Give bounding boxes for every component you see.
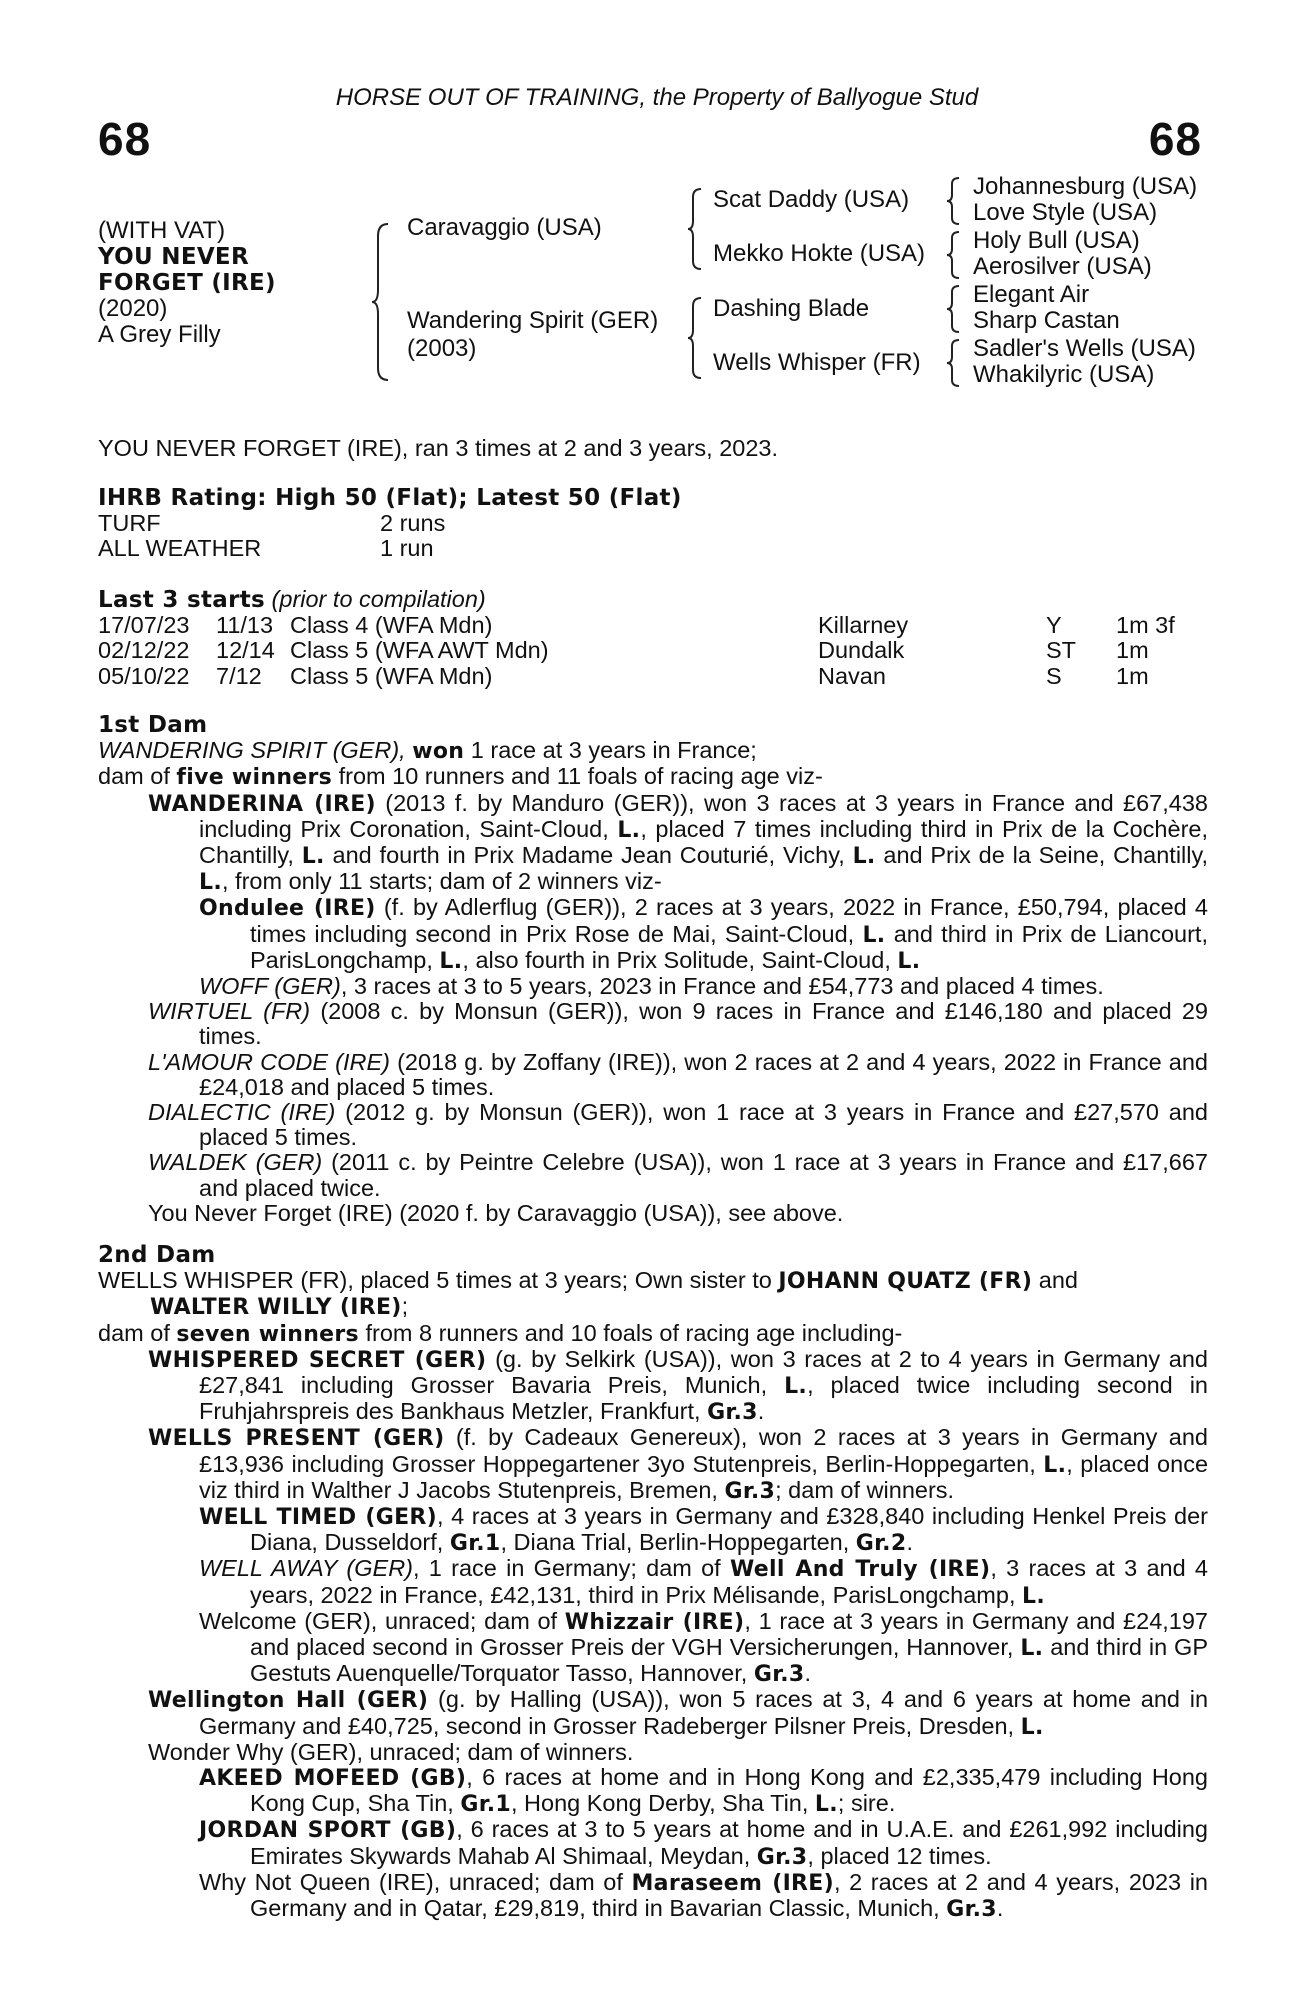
grade-label: L. — [1020, 1714, 1044, 1740]
produce-text: , 6 races at 3 to 5 years at home and in U.A.E. and £261,992 including Emirates Skywards Mahab Al Shimaal, Meydan, — [250, 1816, 1209, 1869]
start-date: 17/07/23 — [98, 612, 190, 639]
horse-name-line1: YOU NEVER — [98, 244, 249, 270]
produce-entry — [98, 1817, 1208, 1869]
produce-entry — [98, 1765, 1208, 1817]
runners-text: from 8 runners and 10 foals of racing age including- — [365, 1319, 903, 1346]
horse-name-line2: FORGET (IRE) — [98, 270, 276, 296]
rating-row — [98, 511, 1208, 536]
start-going: ST — [1046, 637, 1077, 664]
start-date: 02/12/22 — [98, 637, 190, 664]
sire-dam: Mekko Hokte (USA) — [713, 240, 926, 267]
first-dam-heading: 1st Dam — [98, 712, 208, 738]
page-header: HORSE OUT OF TRAINING, the Property of Ballyogue Stud — [335, 84, 979, 111]
grade-label: Gr.3 — [724, 1478, 776, 1504]
last-starts-section — [98, 587, 1208, 689]
produce-name: WHISPERED SECRET (GER) — [148, 1347, 487, 1373]
produce-text: (f. by Cadeaux Genereux), won 2 races at 3 years in Germany and £13,936 including Grosser Hoppegartener 3yo Stutenpreis, Berlin-Hoppegarten, — [199, 1424, 1208, 1477]
produce-name: WALDEK (GER) — [148, 1149, 323, 1176]
produce-text: , 2 races at 2 and 4 years, 2023 in Germany and in Qatar, £29,819, third in Bavarian Classic, Munich, — [250, 1868, 1208, 1922]
produce-entry — [98, 895, 1208, 974]
runners-text: from 10 runners and 11 foals of racing age viz- — [338, 763, 823, 790]
start-course: Dundalk — [818, 637, 905, 664]
foaling-year: (2020) — [98, 295, 168, 322]
produce-text: , placed 12 times. — [807, 1842, 992, 1869]
produce-text: (2012 g. by Monsun (GER)), won 1 race at 3 years in France and £27,570 and placed 5 times. — [199, 1099, 1208, 1151]
grade-label: Gr.3 — [756, 1844, 808, 1870]
sire-name: Caravaggio (USA) — [407, 214, 602, 241]
produce-name: Maraseem (IRE) — [631, 1870, 834, 1896]
produce-entry — [98, 999, 1208, 1049]
horse-description: A Grey Filly — [98, 321, 221, 348]
dam-name-line: WANDERING SPIRIT (GER), — [98, 737, 406, 764]
produce-name: L'AMOUR CODE (IRE) — [148, 1048, 390, 1075]
won-label: won — [412, 739, 465, 765]
pedigree-brace-ss — [945, 176, 961, 226]
produce-text: ; dam of winners. — [775, 1476, 955, 1503]
produce-text: ; sire. — [837, 1790, 896, 1817]
grade-label: Gr.3 — [707, 1400, 758, 1426]
rating-heading: IHRB Rating: High 50 (Flat); Latest 50 (Flat) — [98, 485, 682, 511]
punctuation: . — [757, 1398, 765, 1425]
produce-text: (g. by Halling (USA)), won 5 races at 3, 4 and 6 years at home and in Germany and £40,725, second in Grosser Radeberger Pilsner Preis, Dresden, — [199, 1686, 1209, 1739]
pedigree-sds: Holy Bull (USA) — [973, 227, 1140, 254]
start-distance: 1m — [1116, 637, 1149, 664]
produce-name: JORDAN SPORT (GB) — [199, 1818, 457, 1844]
pedigree-ddd: Whakilyric (USA) — [973, 361, 1155, 388]
produce-entry — [98, 1556, 1208, 1608]
produce-entry — [98, 1609, 1208, 1688]
produce-entry — [98, 1870, 1208, 1922]
winners-count: five winners — [176, 765, 333, 791]
grade-label: L. — [814, 1792, 838, 1818]
pedigree-dds: Sadler's Wells (USA) — [973, 335, 1196, 362]
pedigree-brace-ds — [945, 284, 961, 334]
grade-label: L. — [1043, 1452, 1067, 1478]
sibling-name: WALTER WILLY (IRE) — [150, 1295, 402, 1321]
start-position: 11/13 — [216, 612, 274, 639]
rating-runs: 1 run — [380, 535, 434, 562]
punctuation: . — [996, 1895, 1004, 1922]
dam-record: 1 race at 3 years in France; — [470, 737, 757, 764]
grade-label: L. — [301, 844, 325, 870]
produce-text: , Hong Kong Derby, Sha Tin, — [510, 1790, 809, 1817]
produce-text: and Prix de la Seine, Chantilly, — [883, 842, 1209, 869]
grade-label: L. — [1022, 1583, 1045, 1609]
produce-text: , 6 races at home and in Hong Kong and £2,335,479 including Hong Kong Cup, Sha Tin, — [250, 1764, 1208, 1817]
dam-name-line: WELLS WHISPER (FR), placed 5 times at 3 years; Own sister to — [98, 1267, 772, 1294]
pedigree-sss: Johannesburg (USA) — [973, 173, 1198, 200]
produce-text: and third in Prix de Liancourt, ParisLongchamp, — [250, 920, 1208, 973]
produce-text: (f. by Adlerflug (GER)), 2 races at 3 years, 2022 in France, £50,794, placed 4 times including second in Prix Rose de Mai, Saint-Cloud, — [250, 894, 1208, 947]
starts-heading: Last 3 starts — [98, 587, 266, 613]
produce-entry — [98, 974, 1208, 999]
produce-entry — [98, 791, 1208, 896]
grade-label: L. — [617, 817, 641, 843]
rating-row — [98, 536, 1208, 561]
grade-label: Gr.1 — [449, 1531, 501, 1557]
produce-text: , 1 race in Germany; dam of — [413, 1555, 721, 1582]
produce-text: (2011 c. by Peintre Celebre (USA)), won 1 race at 3 years in France and £17,667 and placed twice. — [199, 1149, 1208, 1201]
produce-text: (2013 f. by Manduro (GER)), won 3 races at 3 years in France and £67,438 including Prix Coronation, Saint-Cloud, — [199, 789, 1208, 842]
grade-label: L. — [199, 870, 222, 896]
dam-of-text: dam of — [98, 763, 170, 790]
produce-text: , placed 7 times including third in Prix de la Cochère, Chantilly, — [199, 815, 1208, 869]
produce-name: WELL TIMED (GER) — [199, 1505, 438, 1531]
produce-text: , Diana Trial, Berlin-Hoppegarten, — [500, 1529, 850, 1556]
produce-entry — [98, 1347, 1208, 1426]
produce-text: (2018 g. by Zoffany (IRE)), won 2 races at 2 and 4 years, 2022 in France and £24,018 and placed 5 times. — [199, 1048, 1208, 1100]
produce-name: WANDERINA (IRE) — [148, 791, 376, 817]
produce-name: Wellington Hall (GER) — [148, 1688, 429, 1714]
start-race: Class 4 (WFA Mdn) — [290, 612, 493, 639]
produce-name: DIALECTIC (IRE) — [148, 1099, 336, 1126]
starts-note: (prior to compilation) — [271, 586, 486, 612]
rating-surface: TURF — [98, 510, 161, 537]
grade-label: L. — [1020, 1636, 1044, 1662]
start-position: 7/12 — [216, 662, 262, 689]
winners-count: seven winners — [176, 1321, 359, 1347]
pedigree-brace-sire — [686, 187, 704, 271]
produce-text: Why Not Queen (IRE), unraced; dam of — [199, 1868, 623, 1895]
punctuation: ; — [401, 1293, 409, 1320]
start-position: 12/14 — [216, 637, 275, 664]
start-date: 05/10/22 — [98, 662, 190, 689]
dam-dam: Wells Whisper (FR) — [713, 349, 921, 376]
produce-text: (g. by Selkirk (USA)), won 3 races at 2 to 4 years in Germany and £27,841 including Grosser Bavaria Preis, Munich, — [199, 1345, 1209, 1399]
grade-label: Gr.3 — [946, 1897, 997, 1923]
produce-name: WELLS PRESENT (GER) — [148, 1426, 445, 1452]
punctuation: . — [906, 1529, 913, 1556]
produce-text: (2008 c. by Monsun (GER)), won 9 races in France and £146,180 and placed 29 times. — [199, 998, 1208, 1050]
produce-text: and fourth in Prix Madame Jean Couturié, Vichy, — [332, 842, 845, 869]
produce-text: , 3 races at 3 and 4 years, 2022 in France, £42,131, third in Prix Mélisande, ParisLongchamp, — [250, 1555, 1208, 1608]
grade-label: L. — [862, 922, 886, 948]
pedigree-brace-dd — [945, 338, 961, 388]
produce-text: , from only 11 starts; dam of 2 winners viz- — [221, 868, 662, 895]
start-race: Class 5 (WFA Mdn) — [290, 662, 493, 689]
start-row — [98, 664, 1208, 689]
grade-label: Gr.1 — [460, 1792, 511, 1818]
lot-number-left: 68 — [98, 113, 152, 165]
start-course: Navan — [818, 662, 886, 689]
start-going: S — [1046, 662, 1062, 689]
horse-identity — [98, 218, 276, 348]
race-summary: YOU NEVER FORGET (IRE), ran 3 times at 2 and 3 years, 2023. — [98, 435, 779, 461]
start-race: Class 5 (WFA AWT Mdn) — [290, 637, 549, 664]
produce-entry — [98, 1425, 1208, 1504]
produce-entry — [98, 1504, 1208, 1556]
rating-section — [98, 486, 1208, 562]
pedigree-ssd: Love Style (USA) — [973, 199, 1158, 226]
grade-label: L. — [852, 844, 876, 870]
first-dam-section — [98, 713, 1208, 1226]
produce-text: Welcome (GER), unraced; dam of — [199, 1607, 558, 1634]
start-distance: 1m — [1116, 662, 1149, 689]
punctuation: . — [804, 1660, 812, 1687]
produce-entry — [98, 1687, 1208, 1739]
produce-text: , 3 races at 3 to 5 years, 2023 in France and £54,773 and placed 4 times. — [340, 973, 1104, 1000]
pedigree-brace-sd — [945, 230, 961, 280]
grade-label: L. — [897, 948, 921, 974]
produce-text: , 1 race at 3 years in Germany and £24,197 and placed second in Grosser Preis der VGH Versicherungen, Hannover, — [250, 1607, 1208, 1661]
produce-text: , placed once viz third in Walther J Jacobs Stutenpreis, Bremen, — [199, 1450, 1209, 1503]
grade-label: L. — [784, 1374, 808, 1400]
start-going: Y — [1046, 612, 1062, 639]
pedigree-brace-dam — [686, 296, 704, 380]
produce-name: WIRTUEL (FR) — [148, 998, 311, 1025]
vat-note: (WITH VAT) — [98, 217, 226, 244]
grade-label: L. — [439, 948, 463, 974]
grade-label: Gr.2 — [855, 1531, 907, 1557]
produce-entry — [98, 1050, 1208, 1100]
start-distance: 1m 3f — [1116, 612, 1175, 639]
produce-name: Ondulee (IRE) — [199, 896, 376, 922]
produce-entry — [98, 1100, 1208, 1150]
second-dam-heading: 2nd Dam — [98, 1242, 216, 1268]
pedigree-dsd: Sharp Castan — [973, 307, 1120, 334]
produce-text: and third in GP Gestuts Auenquelle/Torquator Tasso, Hannover, — [250, 1634, 1208, 1687]
start-row — [98, 638, 1208, 663]
produce-name: AKEED MOFEED (GB) — [199, 1766, 467, 1792]
produce-name: Whizzair (IRE) — [564, 1609, 745, 1635]
dam-sire: Dashing Blade — [713, 295, 870, 322]
produce-name: Well And Truly (IRE) — [729, 1557, 991, 1583]
dam-year: (2003) — [407, 335, 477, 362]
produce-name: WELL AWAY (GER) — [199, 1555, 413, 1582]
start-row — [98, 613, 1208, 638]
sire-sire: Scat Daddy (USA) — [713, 186, 910, 213]
produce-entry: Wonder Why (GER), unraced; dam of winners. — [148, 1738, 634, 1765]
grade-label: Gr.3 — [753, 1662, 805, 1688]
second-dam-section — [98, 1243, 1208, 1922]
dam-name: Wandering Spirit (GER) — [407, 307, 659, 334]
lot-number-right: 68 — [1148, 113, 1202, 165]
produce-text: , also fourth in Prix Solitude, Saint-Cloud, — [462, 946, 891, 973]
and-text: and — [1038, 1267, 1078, 1294]
sibling-name: JOHANN QUATZ (FR) — [778, 1269, 1033, 1295]
pedigree-sdd: Aerosilver (USA) — [973, 253, 1152, 280]
produce-text: , placed twice including second in Fruhjahrspreis des Bankhaus Metzler, Frankfurt, — [199, 1372, 1209, 1425]
dam-of-text: dam of — [98, 1319, 170, 1346]
produce-entry — [98, 1150, 1208, 1200]
rating-runs: 2 runs — [380, 510, 446, 537]
start-course: Killarney — [818, 612, 909, 639]
produce-text: , 4 races at 3 years in Germany and £328,840 including Henkel Preis der Diana, Dusseldorf, — [250, 1503, 1208, 1556]
produce-name: WOFF (GER) — [199, 973, 341, 1000]
pedigree-dss: Elegant Air — [973, 281, 1090, 308]
pedigree-brace-main — [370, 222, 392, 382]
rating-surface: ALL WEATHER — [98, 535, 262, 562]
produce-entry: You Never Forget (IRE) (2020 f. by Caravaggio (USA)), see above. — [148, 1199, 844, 1226]
